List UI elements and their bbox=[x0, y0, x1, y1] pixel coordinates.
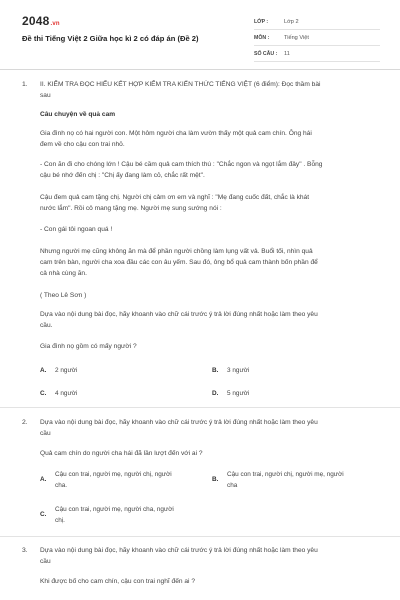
meta-row-count bbox=[254, 46, 380, 62]
option-text: 2 người bbox=[55, 367, 78, 374]
question-3-text: Khi được bố cho cam chín, cậu con trai nghĩ đến ai ? bbox=[40, 578, 195, 585]
story-paragraph-1-line-2: đem về cho cậu con trai nhỏ. bbox=[40, 141, 125, 148]
question-divider bbox=[0, 407, 400, 408]
option-text-line-2: cha bbox=[227, 482, 238, 489]
question-3-instruction-line-2: cầu bbox=[40, 558, 51, 565]
option-text: 3 người bbox=[227, 367, 250, 374]
question-2-option-b[interactable] bbox=[212, 470, 380, 492]
question-2-number: 2. bbox=[22, 419, 28, 426]
question-count-label: SỐ CÂU : bbox=[254, 50, 278, 57]
option-letter: D. bbox=[212, 390, 219, 397]
option-text-line-1: Cậu con trai, người mẹ, người chị, người bbox=[55, 471, 172, 478]
question-2-option-a[interactable] bbox=[40, 470, 205, 492]
question-1-option-d[interactable] bbox=[212, 389, 362, 399]
meta-row-subject bbox=[254, 30, 380, 46]
question-2-instruction-line-2: cầu bbox=[40, 430, 51, 437]
question-1-instruction-line-1: Dựa vào nội dung bài đọc, hãy khoanh vào chữ cái trước ý trả lời đúng nhất hoặc làm theo yêu bbox=[40, 311, 318, 318]
option-text: 4 người bbox=[55, 390, 78, 397]
story-paragraph-4: - Con gái tôi ngoan quá ! bbox=[40, 226, 113, 233]
logo-main: 2048 bbox=[22, 14, 50, 28]
option-letter: C. bbox=[40, 511, 47, 518]
option-text-line-1: Cậu con trai, người mẹ, người cha, người bbox=[55, 506, 174, 513]
class-value: Lớp 2 bbox=[284, 18, 299, 25]
option-letter: B. bbox=[212, 476, 219, 483]
option-letter: C. bbox=[40, 390, 47, 397]
option-text-line-1: Cậu con trai, người chị, người mẹ, người bbox=[227, 471, 344, 478]
question-1-heading-line-1: II. KIỂM TRA ĐỌC HIỂU KẾT HỢP KIỂM TRA KIẾN THỨC TIẾNG VIỆT (6 điểm): Đọc thầm bài bbox=[40, 81, 321, 88]
question-1-text: Gia đình nọ gồm có mấy người ? bbox=[40, 343, 137, 350]
story-paragraph-5-line-2: cam trên bàn, người cha xoa đầu các con âu yếm. Sau đó, ông bổ quả cam thành bốn phần để bbox=[40, 259, 318, 266]
option-letter: A. bbox=[40, 476, 47, 483]
story-paragraph-2-line-1: - Con ăn đi cho chóng lớn ! Cậu bé cầm quả cam thích thú : "Chắc ngon và ngọt lắm đây" . Bỗng bbox=[40, 161, 323, 168]
question-3-instruction-line-1: Dựa vào nội dung bài đọc, hãy khoanh vào chữ cái trước ý trả lời đúng nhất hoặc làm theo yêu bbox=[40, 547, 318, 554]
question-1-heading-line-2: sau bbox=[40, 92, 51, 99]
question-1-option-a[interactable] bbox=[40, 366, 190, 376]
question-1-instruction-line-2: cầu. bbox=[40, 322, 53, 329]
meta-row-class bbox=[254, 14, 380, 30]
option-text: 5 người bbox=[227, 390, 250, 397]
question-1-option-c[interactable] bbox=[40, 389, 190, 399]
story-paragraph-3-line-2: nước lắm". Rồi cô mang tặng mẹ. Người mẹ sung sướng nói : bbox=[40, 205, 222, 212]
option-letter: A. bbox=[40, 367, 47, 374]
story-source: ( Theo Lê Sơn ) bbox=[40, 292, 87, 299]
class-label: LỚP : bbox=[254, 18, 269, 25]
story-paragraph-1-line-1: Gia đình nọ có hai người con. Một hôm người cha làm vườn thấy một quả cam chín. Ông hái bbox=[40, 130, 312, 137]
question-2-instruction-line-1: Dựa vào nội dung bài đọc, hãy khoanh vào chữ cái trước ý trả lời đúng nhất hoặc làm theo yêu bbox=[40, 419, 318, 426]
option-letter: B. bbox=[212, 367, 219, 374]
question-3-number: 3. bbox=[22, 547, 28, 554]
story-paragraph-2-line-2: cậu bé nhớ đến chị : "Chị ấy đang làm cỏ, chắc rất mệt". bbox=[40, 172, 205, 179]
story-paragraph-5-line-3: cả nhà cùng ăn. bbox=[40, 270, 87, 277]
question-1-number: 1. bbox=[22, 81, 28, 88]
question-divider bbox=[0, 536, 400, 537]
question-count-value: 11 bbox=[284, 50, 290, 57]
question-1-option-b[interactable] bbox=[212, 366, 362, 376]
site-logo[interactable] bbox=[22, 14, 60, 28]
header-divider bbox=[0, 69, 400, 70]
subject-value: Tiếng Việt bbox=[284, 34, 309, 41]
question-2-option-c[interactable] bbox=[40, 505, 205, 527]
exam-title: Đề thi Tiếng Việt 2 Giữa học kì 2 có đáp án (Đề 2) bbox=[22, 34, 199, 43]
option-text-line-2: chị. bbox=[55, 517, 65, 524]
story-paragraph-3-line-1: Cậu đem quả cam tặng chị. Người chị cảm ơn em và nghĩ : "Mẹ đang cuốc đất, chắc là khát bbox=[40, 194, 310, 201]
option-text-line-2: cha. bbox=[55, 482, 68, 489]
subject-label: MÔN : bbox=[254, 34, 270, 41]
logo-tld: .vn bbox=[50, 21, 60, 27]
page-header bbox=[0, 0, 400, 68]
question-2-text: Quả cam chín do người cha hái đã lần lượt đến với ai ? bbox=[40, 450, 203, 457]
story-paragraph-5-line-1: Nhưng người mẹ cũng không ăn mà để phần người chồng làm lụng vất vả. Buổi tối, nhìn quả bbox=[40, 248, 313, 255]
exam-meta bbox=[254, 14, 380, 62]
story-title: Câu chuyện về quả cam bbox=[40, 111, 116, 118]
